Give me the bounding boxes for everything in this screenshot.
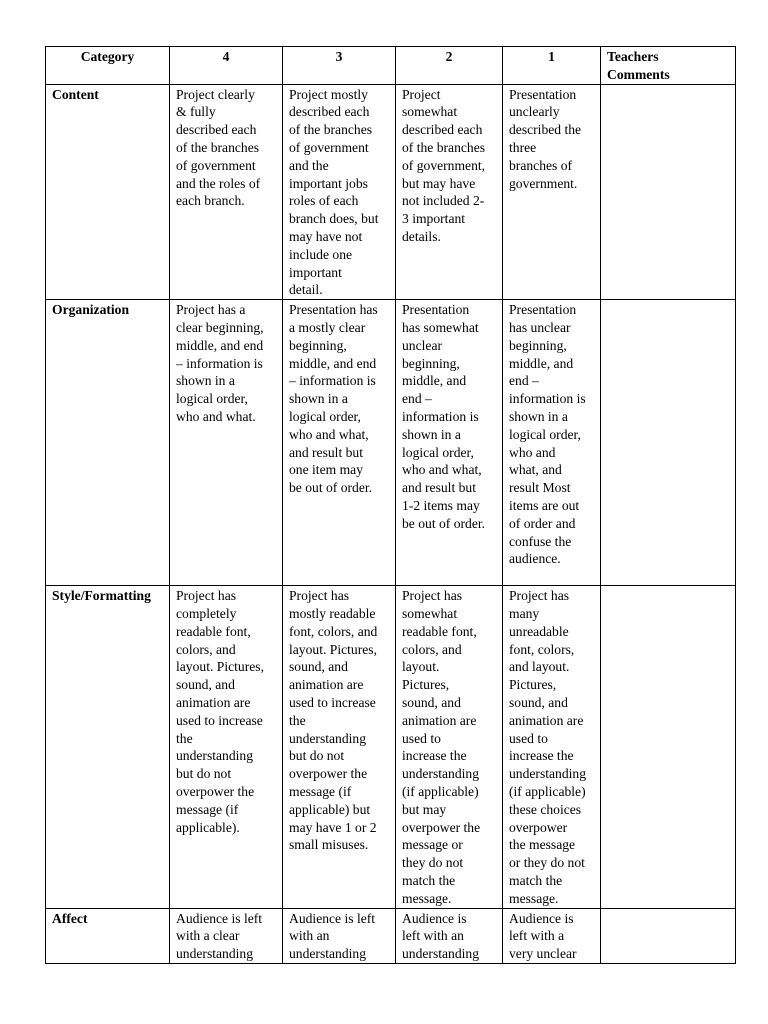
header-row	[46, 47, 736, 85]
score-4-text: Audience is left with a clear understanding	[176, 910, 263, 962]
score-1-cell	[503, 908, 601, 963]
score-1-text: Audience is left with a very unclear	[509, 910, 577, 962]
score-2-cell: Project has somewhat readable font, colors, and layout. Pictures, sound, and animation are used to increase the understanding (if applicable) but may overpower the message or they do not match the message.	[396, 586, 503, 908]
score-1-cell: Project has many unreadable font, colors, and layout. Pictures, sound, and animation are used to increase the understanding (if applicable) these choices overpower the message or they do not match the message.	[503, 586, 601, 908]
table-row-content	[46, 84, 736, 300]
score-1-cell: Presentation unclearly described the three branches of government.	[503, 84, 601, 300]
score-1-cell: Presentation has unclear beginning, middle, and end – information is shown in a logical order, who and what, and result Most items are out of order and confuse the audience.	[503, 300, 601, 586]
score-2-text: Audience is left with an understanding	[402, 910, 480, 962]
comments-cell	[601, 586, 736, 908]
score-2-cell: Project somewhat described each of the branches of government, but may have not included 2- 3 important details.	[396, 84, 503, 300]
score-3-text: Audience is left with an understanding	[289, 910, 376, 962]
header-teachers-comments: Teachers Comments	[601, 47, 736, 85]
header-score-3: 3	[283, 47, 396, 85]
category-cell: Organization	[46, 300, 170, 586]
score-4-cell: Project has completely readable font, colors, and layout. Pictures, sound, and animation are used to increase the understanding but do not overpower the message (if applicable).	[170, 586, 283, 908]
comments-text	[607, 910, 729, 963]
table-row-affect	[46, 908, 736, 963]
category-cell: Style/Formatting	[46, 586, 170, 908]
category-cell: Content	[46, 84, 170, 300]
score-3-cell: Presentation has a mostly clear beginning, middle, and end – information is shown in a logical order, who and what, and result but one item may be out of order.	[283, 300, 396, 586]
header-score-4: 4	[170, 47, 283, 85]
header-score-2: 2	[396, 47, 503, 85]
table-row-style-formatting	[46, 586, 736, 908]
score-4-cell: Project clearly & fully described each of the branches of government and the roles of each branch.	[170, 84, 283, 300]
category-text: Affect	[52, 910, 88, 926]
score-2-cell	[396, 908, 503, 963]
score-3-cell	[283, 908, 396, 963]
score-3-cell: Project has mostly readable font, colors, and layout. Pictures, sound, and animation are used to increase the understanding but do not overpower the message (if applicable) but may have 1 or 2 small misuses.	[283, 586, 396, 908]
score-4-cell: Project has a clear beginning, middle, and end – information is shown in a logical order, who and what.	[170, 300, 283, 586]
rubric-table	[45, 46, 736, 964]
comments-cell	[601, 300, 736, 586]
comments-cell	[601, 84, 736, 300]
comments-cell	[601, 908, 736, 963]
category-cell	[46, 908, 170, 963]
score-4-cell	[170, 908, 283, 963]
header-score-1: 1	[503, 47, 601, 85]
score-2-cell: Presentation has somewhat unclear beginning, middle, and end – information is shown in a logical order, who and what, and result but 1-2 items may be out of order.	[396, 300, 503, 586]
score-3-cell: Project mostly described each of the branches of government and the important jobs roles of each branch does, but may have not include one important detail.	[283, 84, 396, 300]
table-row-organization	[46, 300, 736, 586]
header-category: Category	[46, 47, 170, 85]
